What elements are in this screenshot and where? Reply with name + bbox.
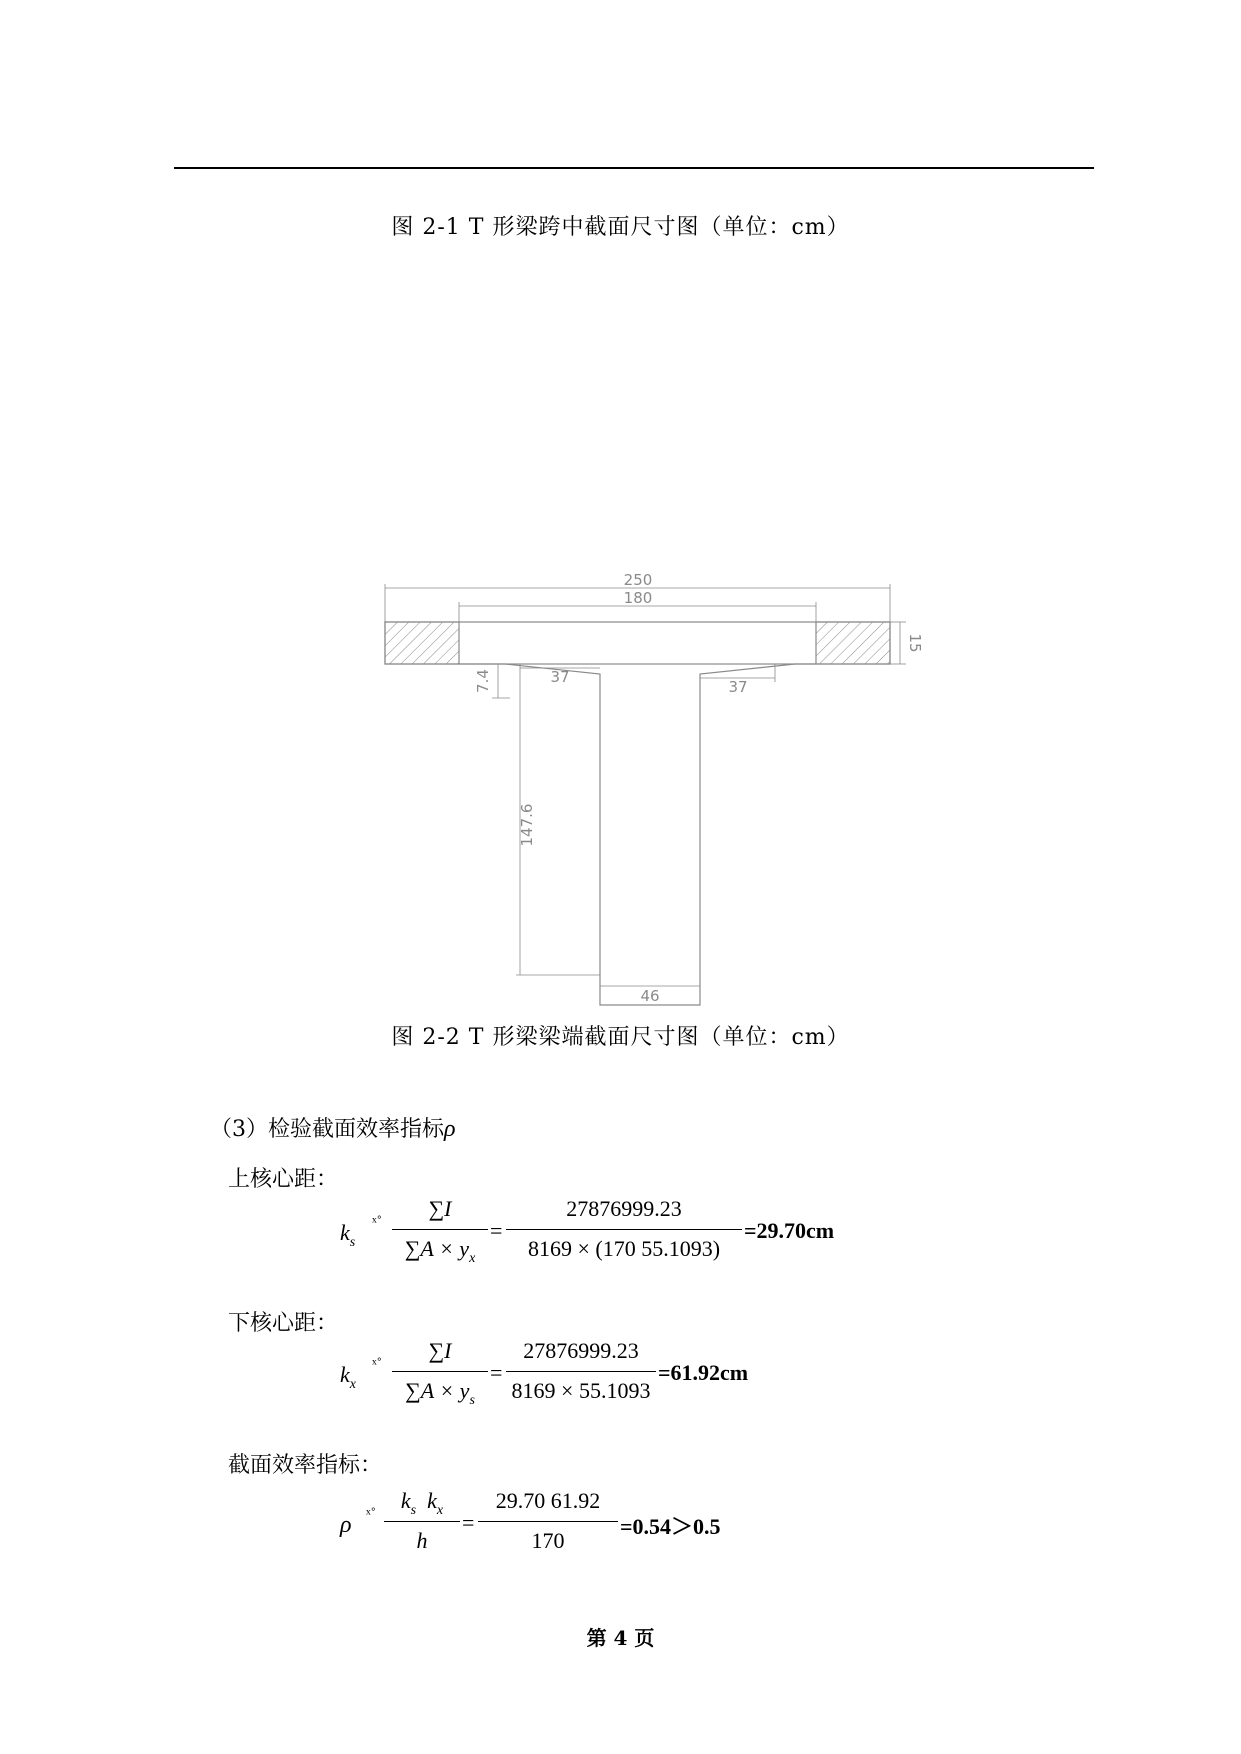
f2-bar2 [506, 1371, 656, 1372]
dim-15: 15 [906, 633, 924, 653]
f3-eq-sym: ˣ˚ [366, 1506, 376, 1523]
dim-250: 250 [623, 571, 653, 589]
f3-result: =0.54＞0.5 [620, 1514, 721, 1539]
f1-num1: ∑I [428, 1196, 452, 1221]
f1-den1: $\sum A \times y_x$ [404, 1236, 476, 1266]
f2-den1: $\sum A \times y_s$ [405, 1378, 475, 1408]
f3-den1: h [416, 1528, 428, 1553]
dim-147-6: 147.6 [518, 803, 536, 847]
f3-num2: 29.70 61.92 [495, 1488, 601, 1513]
f1-num2: 27876999.23 [566, 1196, 682, 1221]
dim-46: 46 [640, 987, 660, 1005]
figure-caption-2-2: 图 2-2 T 形梁梁端截面尺寸图（单位：cm） [391, 1025, 850, 1050]
f3-den2: 170 [531, 1528, 565, 1553]
f1-bar1 [392, 1229, 488, 1230]
f2-bar1 [392, 1371, 488, 1372]
f2-lhs: $k_x$ [340, 1362, 356, 1392]
label-upper-core: 上核心距： [228, 1167, 339, 1192]
f2-num1: ∑I [428, 1338, 452, 1363]
dim-37-left: 37 [550, 668, 570, 686]
section-heading-text: （3）检验截面效率指标 [210, 1117, 444, 1142]
flange-hatch-right [816, 622, 890, 664]
formula-lower-core: $k_x$ ˣ˚ ∑I $\sum A \times y_s$ = 27876999.23 8169 × 55.1093 =61.92cm [340, 1338, 749, 1408]
header-rule [174, 167, 1094, 169]
f1-bar2 [506, 1229, 742, 1230]
f2-eq-sym: ˣ˚ [372, 1356, 382, 1373]
dim-180: 180 [623, 589, 653, 607]
figure-caption-2-1: 图 2-1 T 形梁跨中截面尺寸图（单位：cm） [391, 215, 850, 240]
f1-result: =29.70cm [744, 1218, 835, 1243]
t-beam-outline [385, 622, 890, 1005]
f1-den2: 8169 × (170 55.1093) [527, 1236, 721, 1261]
dim-7-4: 7.4 [474, 669, 492, 693]
label-lower-core: 下核心距： [228, 1311, 339, 1336]
formula-upper-core: $k_s$ ˣ˚ ∑I $\sum A \times y_x$ = 27876999.23 8169 × (170 55.1093) =29.70cm [340, 1196, 835, 1266]
f3-bar1 [384, 1521, 460, 1522]
f3-bar2 [478, 1521, 618, 1522]
dim-37-right: 37 [728, 678, 748, 696]
f3-lhs: ρ [340, 1512, 352, 1538]
section-heading [210, 1112, 456, 1143]
f2-den2: 8169 × 55.1093 [511, 1378, 651, 1403]
f2-result: =61.92cm [658, 1360, 749, 1385]
page-number: 第 4 页 [586, 1626, 655, 1650]
flange-hatch-left [385, 622, 459, 664]
formula-efficiency: ρ ˣ˚ $k_s$ $k_x$ h = 29.70 61.92 170 =0.54＞0.5 [340, 1488, 721, 1553]
f2-num2: 27876999.23 [523, 1338, 639, 1363]
f1-eq-sym: ˣ˚ [372, 1214, 382, 1231]
label-efficiency: 截面效率指标： [228, 1453, 383, 1478]
rho-symbol: ρ [444, 1116, 456, 1142]
f3-num1: $k_s$ $k_x$ [400, 1488, 444, 1518]
t-beam-section-drawing [370, 570, 950, 1010]
f1-lhs: $k_s$ [340, 1220, 356, 1250]
